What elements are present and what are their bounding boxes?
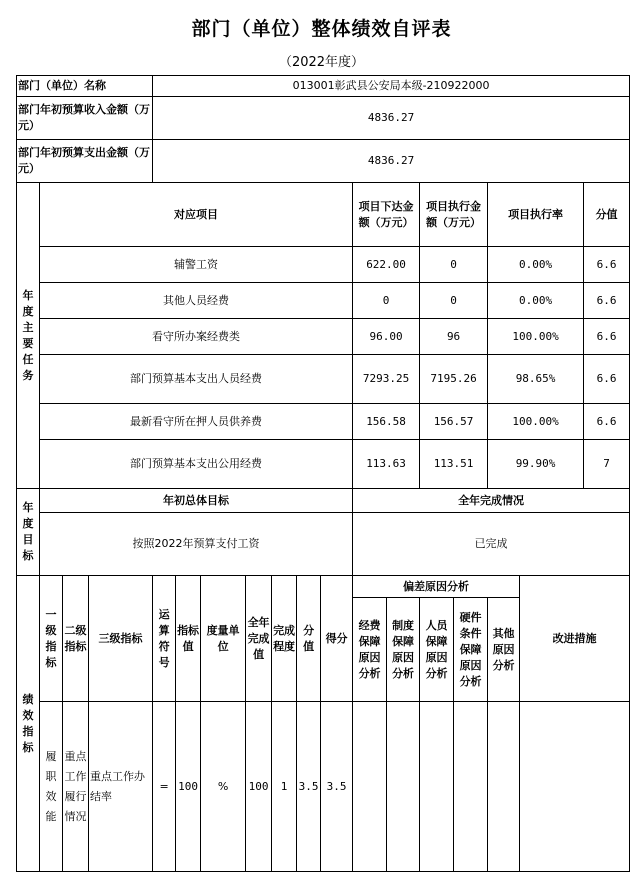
ind-header-score-value: 分值 [297,576,321,702]
ind-header-degree: 完成程度 [272,576,297,702]
budget-expense-label: 部门年初预算支出金额（万元） [17,140,153,183]
task-executed: 0 [420,283,488,319]
task-item: 其他人员经费 [40,283,353,319]
task-item: 最新看守所在押人员供养费 [40,404,353,440]
task-executed: 96 [420,319,488,355]
task-issued: 156.58 [353,404,420,440]
task-issued: 113.63 [353,440,420,489]
task-executed: 113.51 [420,440,488,489]
ind-annual-value: 100 [246,702,272,872]
budget-expense-value: 4836.27 [153,140,630,183]
task-item: 辅警工资 [40,247,353,283]
ind-header-level3: 三级指标 [89,576,153,702]
ind-dev-other [488,702,520,872]
report-year: （2022年度） [278,55,365,70]
task-row [17,355,630,404]
ind-operator: = [153,702,176,872]
ind-header-dev-personnel: 人员保障原因分析 [420,598,454,702]
ind-level1: 履职效能 [40,702,63,872]
task-issued: 0 [353,283,420,319]
task-issued: 622.00 [353,247,420,283]
goals-completion: 已完成 [353,513,630,576]
task-item: 部门预算基本支出人员经费 [40,355,353,404]
ind-dev-funding [353,702,387,872]
dept-name-label: 部门（单位）名称 [17,76,153,97]
task-rate: 0.00% [488,247,584,283]
task-issued: 96.00 [353,319,420,355]
ind-dev-personnel [420,702,454,872]
tasks-section-label: 年度主要任务 [17,183,40,489]
ind-level2: 重点工作履行情况 [63,702,89,872]
page-title: 部门（单位）整体绩效自评表 [191,18,452,40]
task-row [17,404,630,440]
task-score-value: 6.6 [584,283,630,319]
ind-header-unit: 度量单位 [201,576,246,702]
task-row [17,283,630,319]
tasks-header-issued: 项目下达金额（万元） [353,183,420,247]
ind-header-target-value: 指标值 [176,576,201,702]
indicators-section-label: 绩效指标 [17,576,40,872]
task-score-value: 6.6 [584,247,630,283]
goals-target: 按照2022年预算支付工资 [40,513,353,576]
task-rate: 100.00% [488,404,584,440]
tasks-header-executed: 项目执行金额（万元） [420,183,488,247]
ind-improve [520,702,630,872]
task-row [17,319,630,355]
task-executed: 0 [420,247,488,283]
ind-header-dev-funding: 经费保障原因分析 [353,598,387,702]
ind-degree: 1 [272,702,297,872]
ind-header-dev-other: 其他原因分析 [488,598,520,702]
ind-score: 3.5 [321,702,353,872]
goals-completion-header: 全年完成情况 [353,489,630,513]
evaluation-table [16,75,630,872]
task-rate: 98.65% [488,355,584,404]
ind-header-score: 得分 [321,576,353,702]
task-executed: 7195.26 [420,355,488,404]
task-score-value: 7 [584,440,630,489]
task-rate: 0.00% [488,283,584,319]
ind-header-level1: 一级指标 [40,576,63,702]
ind-header-dev-system: 制度保障原因分析 [387,598,420,702]
tasks-header-item: 对应项目 [40,183,353,247]
task-score-value: 6.6 [584,319,630,355]
task-rate: 99.90% [488,440,584,489]
budget-income-label: 部门年初预算收入金额（万元） [17,97,153,140]
indicator-row [17,702,630,872]
ind-header-improve: 改进措施 [520,576,630,702]
ind-header-operator: 运算符号 [153,576,176,702]
budget-income-value: 4836.27 [153,97,630,140]
ind-target-value: 100 [176,702,201,872]
ind-unit: % [201,702,246,872]
task-score-value: 6.6 [584,404,630,440]
goals-target-header: 年初总体目标 [40,489,353,513]
ind-score-value: 3.5 [297,702,321,872]
goals-section-label: 年度目标 [17,489,40,576]
task-row [17,247,630,283]
tasks-header-score-value: 分值 [584,183,630,247]
task-score-value: 6.6 [584,355,630,404]
ind-dev-hardware [454,702,488,872]
ind-header-annual-value: 全年完成值 [246,576,272,702]
dept-name-value: 013001彰武县公安局本级-210922000 [153,76,630,97]
tasks-header-rate: 项目执行率 [488,183,584,247]
ind-header-level2: 二级指标 [63,576,89,702]
ind-dev-system [387,702,420,872]
ind-header-deviation: 偏差原因分析 [353,576,520,598]
task-issued: 7293.25 [353,355,420,404]
task-executed: 156.57 [420,404,488,440]
ind-header-dev-hardware: 硬件条件保障原因分析 [454,598,488,702]
task-rate: 100.00% [488,319,584,355]
task-item: 看守所办案经费类 [40,319,353,355]
ind-level3: 重点工作办结率 [89,702,153,872]
task-row [17,440,630,489]
task-item: 部门预算基本支出公用经费 [40,440,353,489]
